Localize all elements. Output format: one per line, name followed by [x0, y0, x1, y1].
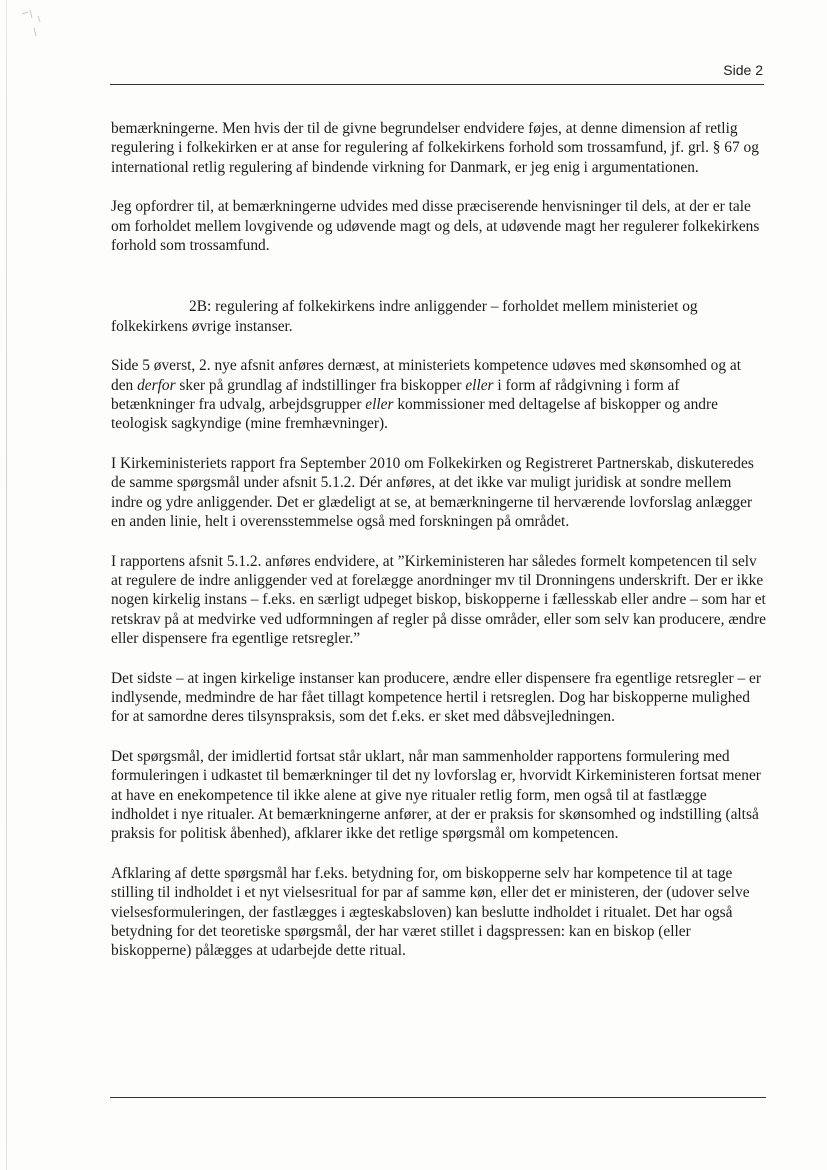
- paragraph-3-text-a: Side 5 øverst, 2. nye afsnit anføres dernæst, at ministeriets kompetence udøves med skønsomhed og at den: [111, 357, 742, 394]
- paragraph-3: [111, 356, 766, 434]
- document-body: [111, 119, 766, 981]
- paragraph-3-text-e: i form af rådgivning i form af betænkninger fra udvalg, arbejdsgrupper: [111, 376, 680, 414]
- emphasis-eller-2: eller: [365, 396, 394, 414]
- paragraph-3-text-g: kommissioner med deltagelse af biskopper og andre teologisk sagkyndige (mine fremhævninger).: [111, 396, 718, 433]
- paragraph-5: I rapportens afsnit 5.1.2. anføres endvidere, at ”Kirkeministeren har således formelt kompetencen til selv at regulere de indre anliggender ved at forelægge anordninger mv til Dronningens underskrift. Der er ikke nogen kirkelig instans – f.eks. en særligt udpeget biskop, biskopperne i fællesskab eller andre – som har et retskrav på at medvirke ved udformningen af regler på disse områder, eller som selv kan producere, ændre eller dispensere fra egentlige retsregler.”: [111, 552, 766, 648]
- section-heading-text: 2B: regulering af folkekirkens indre anliggender – forholdet mellem ministeriet og folkekirkens øvrige instanser.: [111, 298, 698, 335]
- paragraph-6: Det sidste – at ingen kirkelige instanser kan producere, ændre eller dispensere fra egentlige retsregler – er indlysende, medmindre de har fået tillagt kompetence hertil i retsreglen. Dog har biskopperne mulighed for at samordne deres tilsynspraksis, som det f.eks. er sket med dåbsvejledningen.: [111, 669, 761, 726]
- scan-edge: [6, 0, 7, 1170]
- page-number: Side 2: [723, 62, 763, 78]
- emphasis-eller-1: eller: [465, 376, 494, 394]
- paragraph-1: bemærkningerne. Men hvis der til de givne begrundelser endvidere føjes, at denne dimension af retlig regulering i folkekirken er at anse for regulering af folkekirkens forhold som trossamfund, jf. grl. § 67 og international retlig regulering af bindende virkning for Danmark, er jeg enig i argumentationen.: [111, 120, 759, 176]
- emphasis-derfor: derfor: [137, 376, 176, 394]
- paragraph-2: Jeg opfordrer til, at bemærkningerne udvides med disse præciserende henvisninger til dels, at der er tale om forholdet mellem lovgivende og udøvende magt og dels, at udøvende magt her regulerer folkekirkens forhold som trossamfund.: [111, 198, 760, 255]
- header-rule: [110, 84, 764, 85]
- section-heading-2b: [111, 297, 766, 336]
- paragraph-4: I Kirkeministeriets rapport fra September 2010 om Folkekirken og Registreret Partnerskab, diskuteredes de samme spørgsmål under afsnit 5.1.2. Dér anføres, at det ikke var muligt juridisk at sondre mellem indre og ydre anliggender. Det er glædeligt at se, at bemærkningerne til herværende lovforslag anlægger en anden linie, helt i overensstemmelse også med forskningen på området.: [111, 454, 754, 531]
- paragraph-7: Det spørgsmål, der imidlertid fortsat står uklart, når man sammenholder rapportens formulering med formuleringen i udkastet til bemærkninger til det ny lovforslag er, hvorvidt Kirkeministeren fortsat mener at have en enekompetence til ikke alene at give nye ritualer retlig form, men også til at fastlægge indholdet i nye ritualer. At bemærkningerne anfører, at der er praksis for skønsomhed og indstilling (altså praksis for politisk åbenhed), afklarer ikke det retlige spørgsmål om kompetencen.: [111, 747, 761, 843]
- page-header: [110, 62, 763, 82]
- paragraph-8: Afklaring af dette spørgsmål har f.eks. betydning for, om biskopperne selv har kompetence til at tage stilling til indholdet i et nyt vielsesritual for par af samme køn, eller det er ministeren, der (udover selve vielsesformuleringen, der fastlægges i ægteskabsloven) kan beslutte indholdet i ritualet. Det har også betydning for det teoretiske spørgsmål, der har været stillet i dagspressen: kan en biskop (eller biskopperne) pålægges at udarbejde dette ritual.: [111, 864, 750, 960]
- paragraph-3-text-c: sker på grundlag af indstillinger fra biskopper: [175, 376, 466, 394]
- footer-rule: [110, 1097, 766, 1098]
- scan-speck-mark: [18, 6, 52, 40]
